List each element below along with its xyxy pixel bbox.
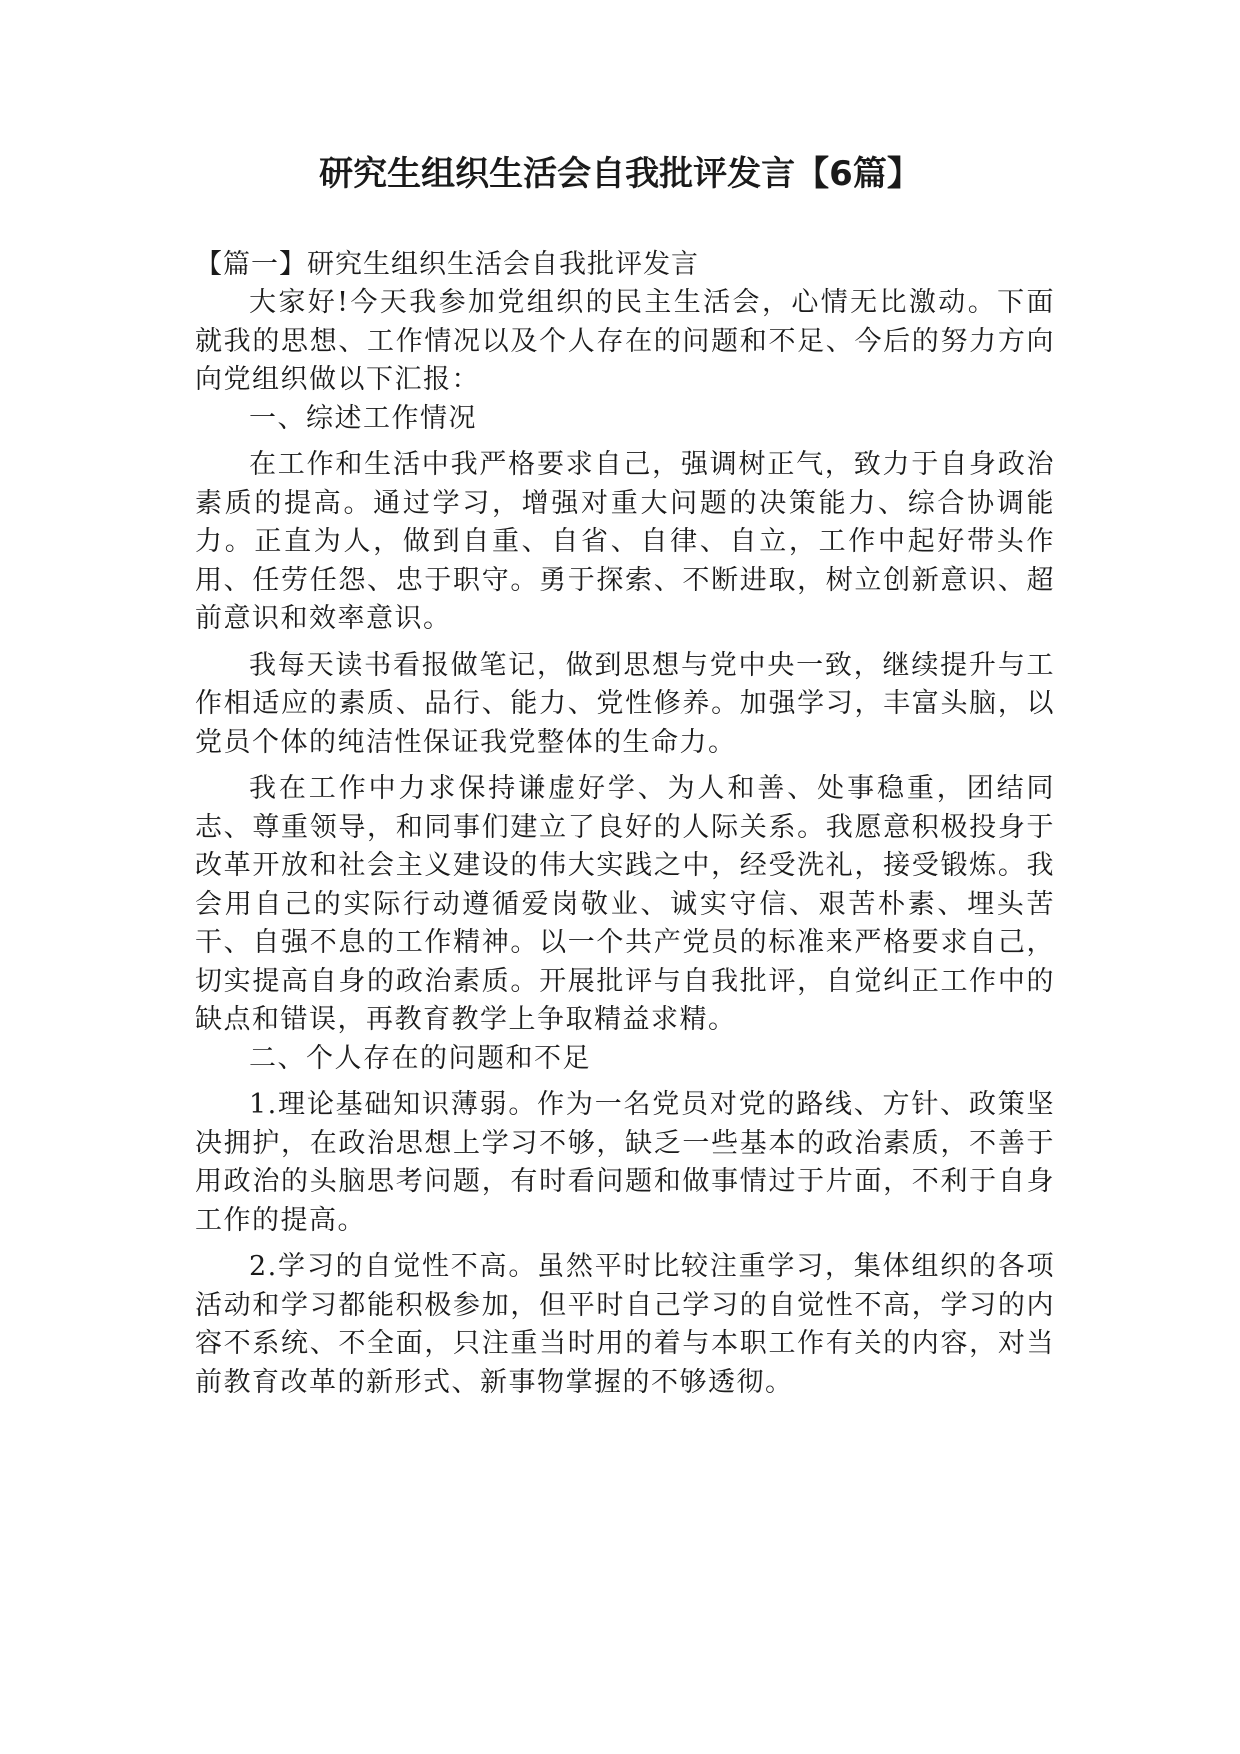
- paragraph-work-1: 在工作和生活中我严格要求自己，强调树正气，致力于自身政治素质的提高。通过学习，增强对重大问题的决策能力、综合协调能力。正直为人，做到自重、自省、自律、自立，工作中起好带头作用、任劳任怨、忠于职守。勇于探索、不断进取，树立创新意识、超前意识和效率意识。: [195, 449, 1055, 634]
- paragraph-problem-2: 2.学习的自觉性不高。虽然平时比较注重学习，集体组织的各项活动和学习都能积极参加，但平时自己学习的自觉性不高，学习的内容不系统、不全面，只注重当时用的着与本职工作有关的内容，对当前教育改革的新形式、新事物掌握的不够透彻。: [195, 1251, 1055, 1398]
- paragraph-problem-1: 1.理论基础知识薄弱。作为一名党员对党的路线、方针、政策坚决拥护，在政治思想上学习不够，缺乏一些基本的政治素质，不善于用政治的头脑思考问题，有时看问题和做事情过于片面，不利于自身工作的提高。: [195, 1089, 1055, 1236]
- section-heading: 【篇一】研究生组织生活会自我批评发言: [195, 249, 699, 280]
- paragraph-greeting: 大家好!今天我参加党组织的民主生活会，心情无比激动。下面就我的思想、工作情况以及个人存在的问题和不足、今后的努力方向向党组织做以下汇报：: [195, 287, 1055, 395]
- paragraph-work-3: 我在工作中力求保持谦虚好学、为人和善、处事稳重，团结同志、尊重领导，和同事们建立了良好的人际关系。我愿意积极投身于改革开放和社会主义建设的伟大实践之中，经受洗礼，接受锻炼。我会用自己的实际行动遵循爱岗敬业、诚实守信、艰苦朴素、埋头苦干、自强不息的工作精神。以一个共产党员的标准来严格要求自己，切实提高自身的政治素质。开展批评与自我批评，自觉纠正工作中的缺点和错误，再教育教学上争取精益求精。: [195, 773, 1055, 1035]
- document-body: [195, 246, 1055, 1402]
- document-title: 研究生组织生活会自我批评发言【6篇】: [319, 154, 921, 194]
- heading-problems: 二、个人存在的问题和不足: [249, 1042, 591, 1074]
- heading-work-overview: 一、综述工作情况: [249, 402, 477, 434]
- paragraph-work-2: 我每天读书看报做笔记，做到思想与党中央一致，继续提升与工作相适应的素质、品行、能力、党性修养。加强学习，丰富头脑，以党员个体的纯洁性保证我党整体的生命力。: [195, 649, 1055, 758]
